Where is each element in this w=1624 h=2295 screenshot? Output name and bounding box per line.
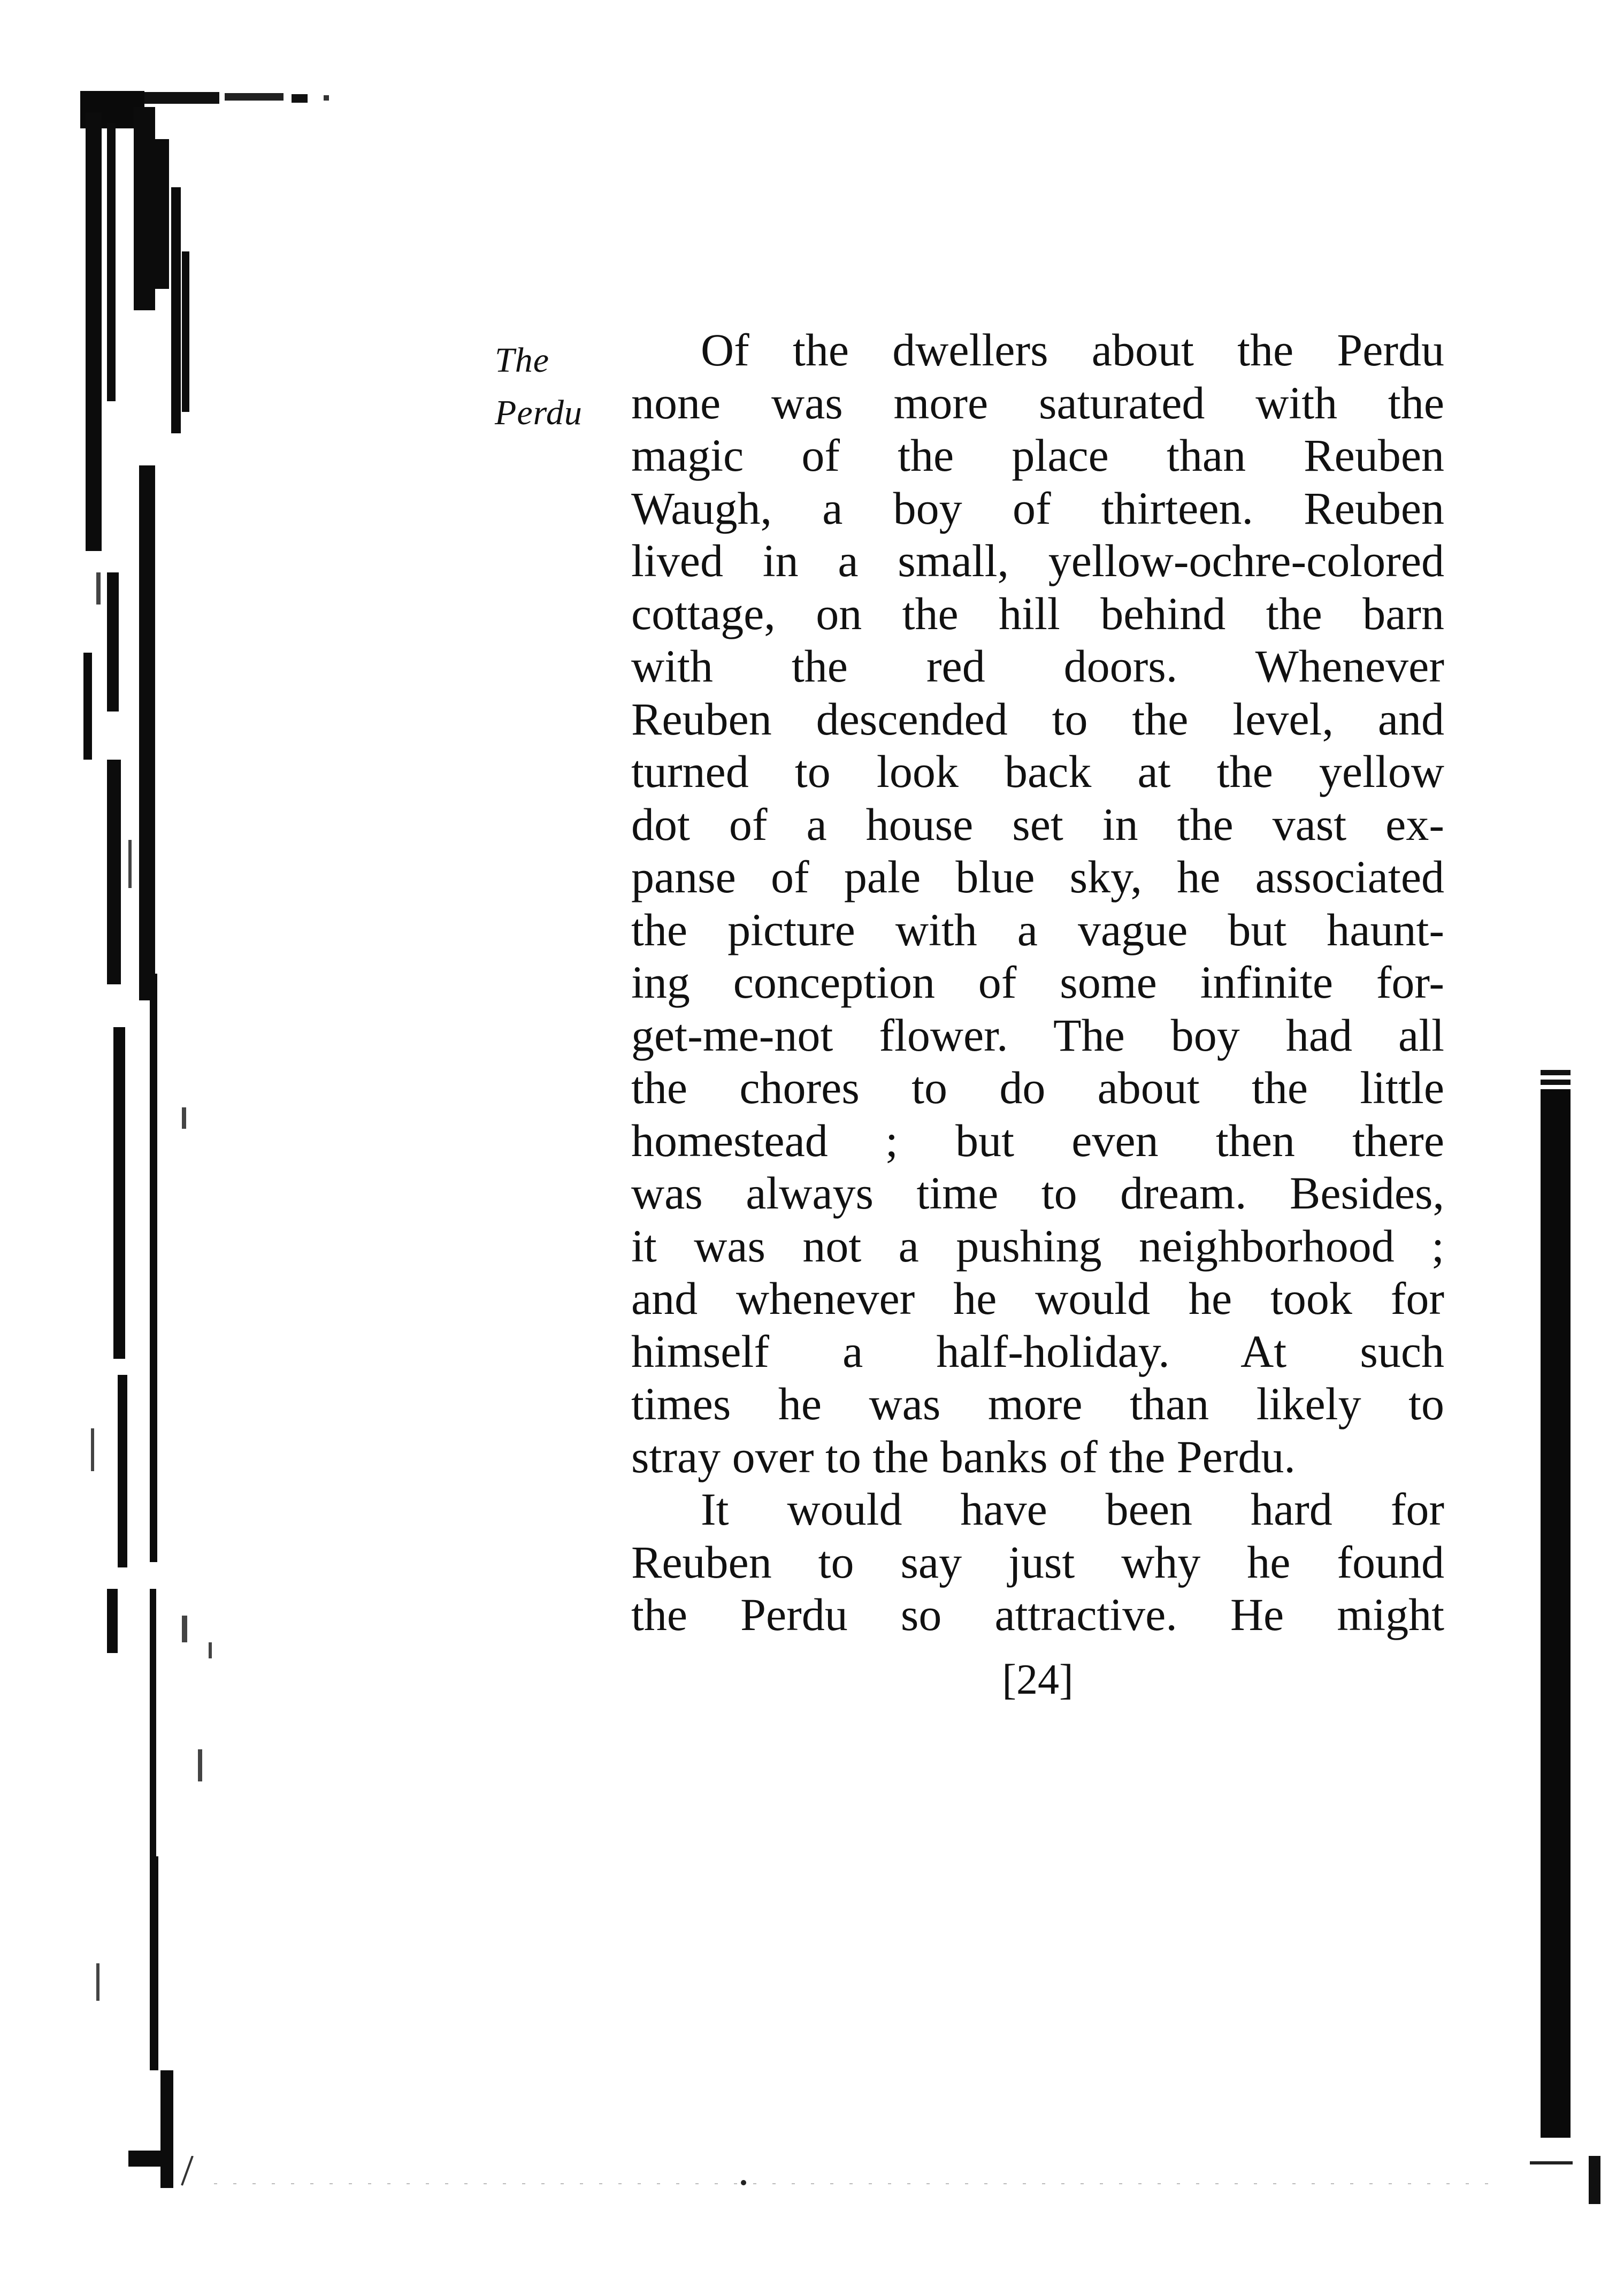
text-line: was always time to dream. Besides, xyxy=(631,1167,1444,1219)
text-line: dot of a house set in the vast ex- xyxy=(631,798,1444,850)
scan-artifact-right-edge xyxy=(1530,1070,1615,2204)
body-text xyxy=(631,324,1444,1641)
page-number: [24] xyxy=(1002,1656,1074,1703)
text-line: cottage, on the hill behind the barn xyxy=(631,587,1444,639)
margin-note-line-1: The xyxy=(495,341,549,380)
scan-artifact-bottom xyxy=(160,2156,1530,2188)
margin-note xyxy=(495,334,623,439)
scan-artifact-left-edge xyxy=(75,91,235,2204)
text-line: it was not a pushing neighborhood ; xyxy=(631,1220,1444,1272)
text-line: times he was more than likely to xyxy=(631,1378,1444,1429)
text-line: the Perdu so attractive. He might xyxy=(631,1589,1444,1640)
text-line: Waugh, a boy of thirteen. Reuben xyxy=(631,482,1444,534)
text-line: turned to look back at the yellow xyxy=(631,746,1444,797)
text-line: stray over to the banks of the Perdu. xyxy=(631,1430,1296,1482)
margin-note-line-2: Perdu xyxy=(495,393,583,432)
text-line: magic of the place than Reuben xyxy=(631,430,1444,481)
text-line: the picture with a vague but haunt- xyxy=(631,904,1444,955)
text-line: and whenever he would he took for xyxy=(631,1273,1444,1324)
text-line: panse of pale blue sky, he associated xyxy=(631,851,1444,902)
text-line: Of the dwellers about the Perdu xyxy=(701,324,1444,376)
text-line: It would have been hard for xyxy=(701,1483,1444,1535)
text-line: ing conception of some infinite for- xyxy=(631,957,1444,1008)
text-line: Reuben descended to the level, and xyxy=(631,693,1444,745)
text-line: homestead ; but even then there xyxy=(631,1114,1444,1166)
text-line: with the red doors. Whenever xyxy=(631,640,1444,692)
text-line: himself a half-holiday. At such xyxy=(631,1325,1444,1377)
text-line: get-me-not flower. The boy had all xyxy=(631,1009,1444,1061)
text-line: the chores to do about the little xyxy=(631,1062,1444,1113)
text-line: none was more saturated with the xyxy=(631,377,1444,429)
text-line: lived in a small, yellow-ochre-colored xyxy=(631,535,1444,586)
text-line: Reuben to say just why he found xyxy=(631,1536,1444,1588)
